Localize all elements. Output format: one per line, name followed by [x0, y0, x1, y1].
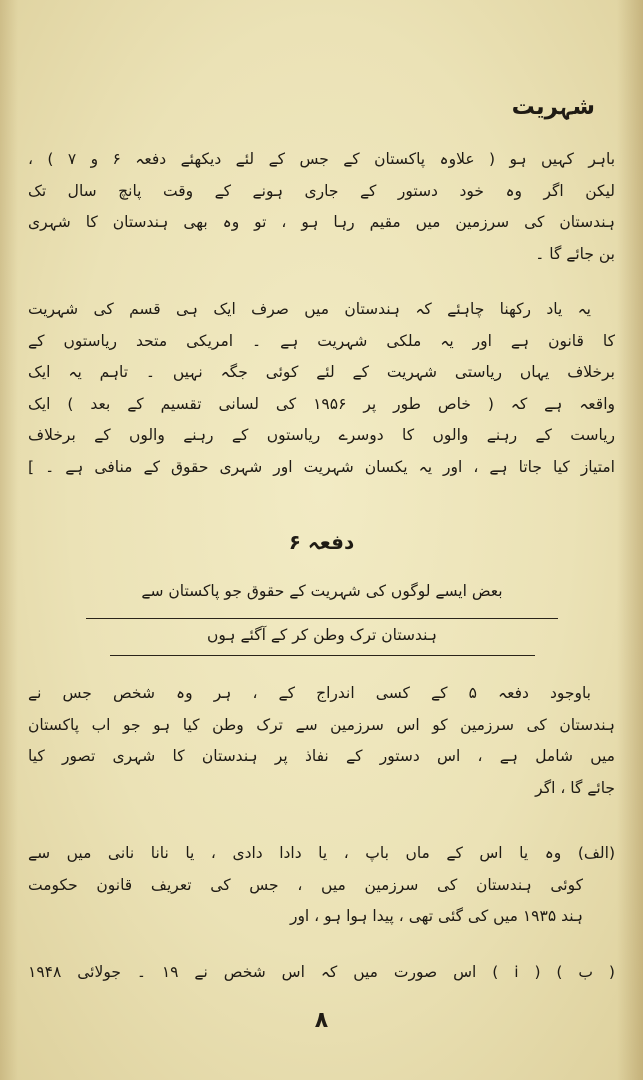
text-line: ہندستان کی سرزمین کو اس سرزمین سے ترک وطن کیا ہو جو اب پاکستان	[28, 715, 615, 734]
text-line: باوجود دفعہ ۵ کے کسی اندراج کے ، ہر وہ شخص جس نے	[28, 684, 591, 702]
text-line: برخلاف یہاں ریاستی شہریت کے لئے کوئی جگہ نہیں ۔ تاہم یہ ایک	[28, 363, 615, 381]
text-line: ہندستان کی سرزمین میں مقیم رہا ہو ، تو وہ بھی ہندستان کا شہری	[28, 213, 615, 231]
section-title: دفعہ ۶	[288, 530, 355, 554]
text-line: کوئی ہندستان کی سرزمین میں ، جس کی تعریف قانون حکومت	[28, 875, 583, 894]
text-line: ریاست کے رہنے والوں کا دوسرے ریاستوں کے رہنے والوں کے برخلاف	[28, 426, 615, 444]
caption-underline-1	[86, 618, 558, 619]
text-line: واقعہ ہے کہ ( خاص طور پر ۱۹۵۶ کی لسانی تقسیم کے بعد ) ایک	[28, 394, 615, 413]
section-caption-line-1: بعض ایسے لوگوں کی شہریت کے حقوق جو پاکستان سے	[141, 582, 503, 600]
text-line: بن جائے گا ۔	[535, 244, 615, 263]
text-line: میں شامل ہے ، اس دستور کے نفاذ پر ہندستان کا شہری تصور کیا	[28, 747, 615, 765]
clause-alif	[28, 838, 615, 933]
text-line: باہر کہیں ہو ( علاوہ پاکستان کے جس کے لئے دیکھئے دفعہ ۶ و ۷ ) ،	[28, 150, 615, 168]
text-line: لیکن اگر وہ خود دستور کے جاری ہونے کے وقت پانچ سال تک	[28, 181, 615, 200]
text-line: امتیاز کیا جاتا ہے ، اور یہ یکسان شہریت اور شہری حقوق کے منافی ہے ۔ ]	[28, 457, 615, 476]
caption-underline-2	[110, 655, 535, 656]
text-line: کا قانون ہے اور یہ ملکی شہریت ہے ۔ امریکی متحد ریاستوں کے	[28, 331, 615, 350]
text-line: (الف) وہ یا اس کے ماں باپ ، یا دادا دادی ، یا نانا نانی میں سے	[28, 844, 615, 862]
paragraph-citizenship-residence	[28, 144, 615, 270]
text-line: جائے گا ، اگر	[535, 778, 615, 797]
text-line: ( ب ) ( i ) اس صورت میں کہ اس شخص نے ۱۹ ۔ جولائی ۱۹۴۸	[28, 963, 615, 981]
clause-be	[28, 957, 615, 989]
running-head: شہریت	[511, 94, 595, 120]
text-line: ہند ۱۹۳۵ میں کی گئی تھی ، پیدا ہوا ہو ، اور	[289, 907, 583, 925]
paragraph-single-citizenship-note	[28, 294, 615, 483]
paragraph-migrants-from-pakistan	[28, 678, 615, 804]
text-line: یہ یاد رکھنا چاہئے کہ ہندستان میں صرف ایک ہی قسم کی شہریت	[28, 300, 591, 318]
page-number: ۸	[314, 1008, 329, 1033]
section-caption-line-2: ہندستان ترک وطن کر کے آگئے ہوں	[207, 626, 437, 644]
